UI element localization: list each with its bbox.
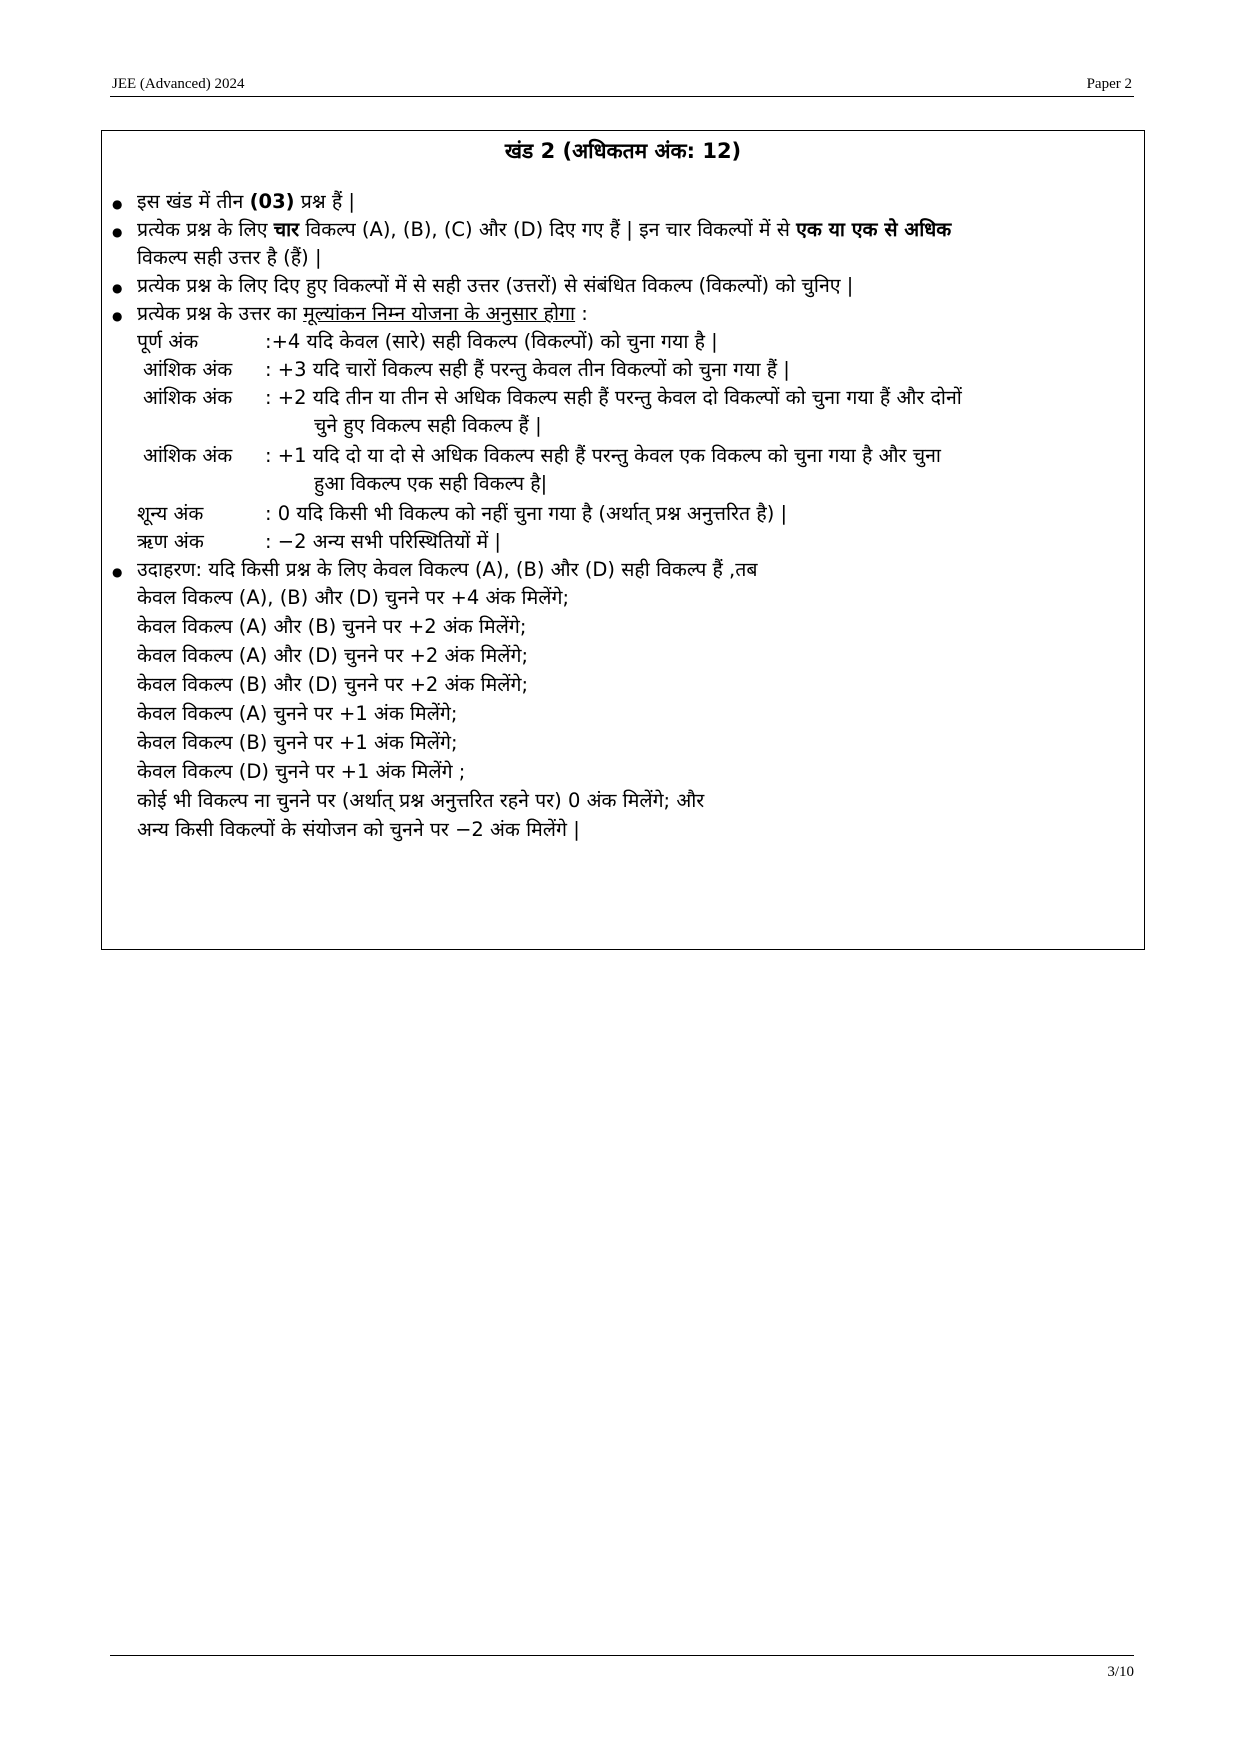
example-line: केवल विकल्प (A), (B) और (D) चुनने पर +4 अंक मिलेंगे; (137, 586, 570, 609)
instruction-question-count: इस खंड में तीन (03) प्रश्न हैं | (137, 190, 355, 213)
example-line: केवल विकल्प (A) और (B) चुनने पर +2 अंक मिलेंगे; (137, 615, 527, 638)
instruction-choose: प्रत्येक प्रश्न के लिए दिए हुए विकल्पों में से सही उत्तर (उत्तरों) से संबंधित विकल्प (विकल्पों) को चुनिए | (137, 274, 854, 297)
marks-text-partial-3: : +3 यदि चारों विकल्प सही हैं परन्तु केवल तीन विकल्पों को चुना गया हैं | (265, 358, 790, 381)
instruction-marking-scheme: प्रत्येक प्रश्न के उत्तर का मूल्यांकन निम्न योजना के अनुसार होगा : (137, 302, 588, 325)
section-title: खंड 2 (अधिकतम अंक: 12) (504, 139, 742, 163)
example-line: कोई भी विकल्प ना चुनने पर (अर्थात् प्रश्न अनुत्तरित रहने पर) 0 अंक मिलेंगे; और (137, 789, 705, 812)
marks-text-partial-2: : +2 यदि तीन या तीन से अधिक विकल्प सही हैं परन्तु केवल दो विकल्पों को चुना गया हैं और दोनों (265, 386, 962, 409)
marks-text-partial-2-cont: चुने हुए विकल्प सही विकल्प हैं | (314, 414, 542, 437)
marks-text-zero: : 0 यदि किसी भी विकल्प को नहीं चुना गया है (अर्थात् प्रश्न अनुत्तरित है) | (265, 502, 788, 525)
marks-text-full: :+4 यदि केवल (सारे) सही विकल्प (विकल्पों) को चुना गया है | (265, 330, 718, 353)
example-line: केवल विकल्प (A) और (D) चुनने पर +2 अंक मिलेंगे; (137, 644, 529, 667)
marks-label-partial-1: आंशिक अंक (143, 444, 233, 467)
marks-label-partial-3: आंशिक अंक (143, 358, 233, 381)
paper-number: Paper 2 (1086, 76, 1132, 92)
marks-text-negative: : −2 अन्य सभी परिस्थितियों में | (265, 530, 501, 553)
instruction-options-cont: विकल्प सही उत्तर है (हैं) | (137, 246, 322, 269)
example-intro: उदाहरण: यदि किसी प्रश्न के लिए केवल विकल्प (A), (B) और (D) सही विकल्प हैं ,तब (137, 558, 758, 581)
marks-text-partial-1-cont: हुआ विकल्प एक सही विकल्प है| (314, 472, 548, 495)
marks-label-full: पूर्ण अंक (137, 330, 199, 353)
bullet-icon: ● (112, 197, 123, 211)
example-line: केवल विकल्प (D) चुनने पर +1 अंक मिलेंगे ; (137, 760, 466, 783)
exam-name: JEE (Advanced) 2024 (112, 76, 245, 92)
example-line: केवल विकल्प (A) चुनने पर +1 अंक मिलेंगे; (137, 702, 458, 725)
marks-label-zero: शून्य अंक (137, 502, 204, 525)
bullet-icon: ● (112, 281, 123, 295)
example-line: केवल विकल्प (B) चुनने पर +1 अंक मिलेंगे; (137, 731, 458, 754)
instruction-options: प्रत्येक प्रश्न के लिए चार विकल्प (A), (B), (C) और (D) दिए गए हैं | इन चार विकल्पों में से एक या एक से अधिक (137, 218, 952, 241)
instructions-box (101, 130, 1145, 950)
marks-label-partial-2: आंशिक अंक (143, 386, 233, 409)
example-line: अन्य किसी विकल्पों के संयोजन को चुनने पर −2 अंक मिलेंगे | (137, 818, 580, 841)
bullet-icon: ● (112, 225, 123, 239)
bullet-icon: ● (112, 565, 123, 579)
footer-divider (110, 1655, 1134, 1656)
page-number: 3/10 (1107, 1664, 1134, 1680)
example-line: केवल विकल्प (B) और (D) चुनने पर +2 अंक मिलेंगे; (137, 673, 529, 696)
page-header (110, 74, 1134, 97)
marks-label-negative: ऋण अंक (137, 530, 204, 553)
bullet-icon: ● (112, 309, 123, 323)
marks-text-partial-1: : +1 यदि दो या दो से अधिक विकल्प सही हैं परन्तु केवल एक विकल्प को चुना गया है और चुना (265, 444, 941, 467)
